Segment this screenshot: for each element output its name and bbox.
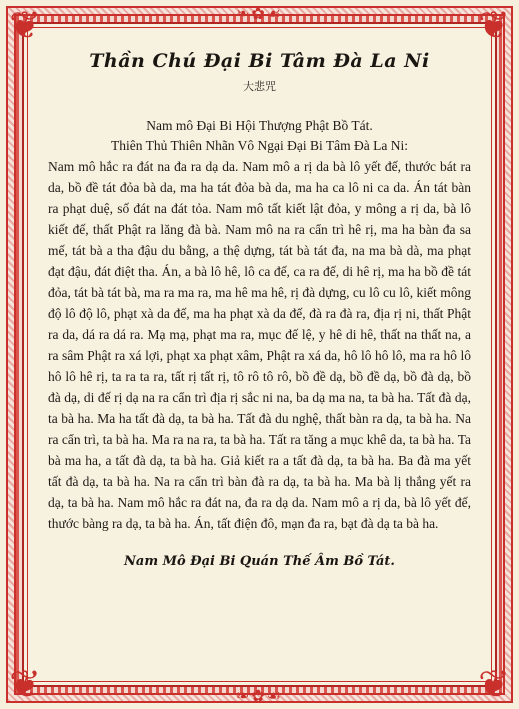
page-title: Thần Chú Đại Bi Tâm Đà La Ni xyxy=(89,50,430,72)
invocation-line-1: Nam mô Đại Bi Hội Thượng Phật Bồ Tát. xyxy=(146,118,373,133)
bottom-ornament-icon: ❧✿☙ xyxy=(235,686,284,705)
corner-ornament-icon: ❦ xyxy=(9,3,41,47)
document-content xyxy=(48,40,471,669)
corner-ornament-icon: ❦ xyxy=(478,3,510,47)
corner-ornament-icon: ❦ xyxy=(9,662,41,706)
top-ornament-icon: ❧✿☙ xyxy=(235,4,284,23)
corner-ornament-icon: ❦ xyxy=(478,662,510,706)
invocation-block xyxy=(48,116,471,156)
mantra-text: Nam mô hắc ra đát na đa ra dạ da. Nam mô a rị da bà lô yết đế, thước bát ra da, bồ đề tát đỏa bà da, ma ha tát đỏa bà da, ma ha ca lô ni ca da. Án tát bàn ra phạt duệ, số đát na đát tỏa. Nam mô tất kiết lật đỏa, y mông a rị da, bà lô kiết đế, thất Phật ra lăng đà bà. Nam mô na ra cẩn trì hê rị, ma ha bàn đa sa mế, tát bà a tha đậu du bằng, a thệ dựng, tát bà tát đa, na ma bà dà, ma phạt đạt đậu, đát điệt tha. Án, a bà lô hê, lô ca đế, ca ra đế, di hê rị, ma ha bồ đề tát đỏa, tát bà tát bà, ma ra ma ra, ma hê ma hê, rị đà dựng, cu lô cu lô, kiết mông độ lô độ lô, phạt xà da đế, ma ha phạt xà da đế, đà ra đà ra, địa rị ni, thất Phật ra da, dá ra dá ra. Mạ mạ, phạt ma ra, mục đế lệ, y hê di hê, thất na thất na, a ra sâm Phật ra xá lợi, phạt xa phạt xâm, Phật ra xá da, hô lô hô lô, ma ra hô lô hô lô hê rị, ta ra ta ra, tất rị tất rị, tô rô tô rô, bồ đề dạ, bồ đề dạ, bồ đà dạ, bồ đà dạ, di đế rị dạ na ra cẩn trì địa rị sắc ni na, ba dạ ma na, ta bà ha. Tất đà dạ, ta bà ha. Ma ha tất đà dạ, ta bà ha. Tất đà du nghệ, thất bàn ra dạ, ta bà ha. Na ra cẩn trì, ta bà ha. Ma ra na ra, ta bà ha. Tất ra tăng a mục khê da, ta bà ha. Ta bà ma ha, a tất đà dạ, ta bà ha. Giả kiết ra a tất đà dạ, ta bà ha. Ba đà ma yết tất đà dạ, ta bà ha. Na ra cẩn trì bàn đà ra dạ, ta bà ha. Ma bà lị thắng yết ra dạ, ta bà ha. Nam mô hắc ra đát na, đa ra dạ da. Nam mô a rị da, bà lô yết đế, thước bàng ra dạ, ta bà ha. Án, tất điện đô, mạn đa ra, bạt đà dạ ta bà ha. xyxy=(48,159,471,531)
chinese-subtitle: 大悲咒 xyxy=(243,80,276,93)
closing-line: Nam Mô Đại Bi Quán Thế Âm Bồ Tát. xyxy=(124,554,395,569)
invocation-line-2: Thiên Thủ Thiên Nhãn Vô Ngại Đại Bi Tâm Đà La Ni: xyxy=(110,138,409,153)
